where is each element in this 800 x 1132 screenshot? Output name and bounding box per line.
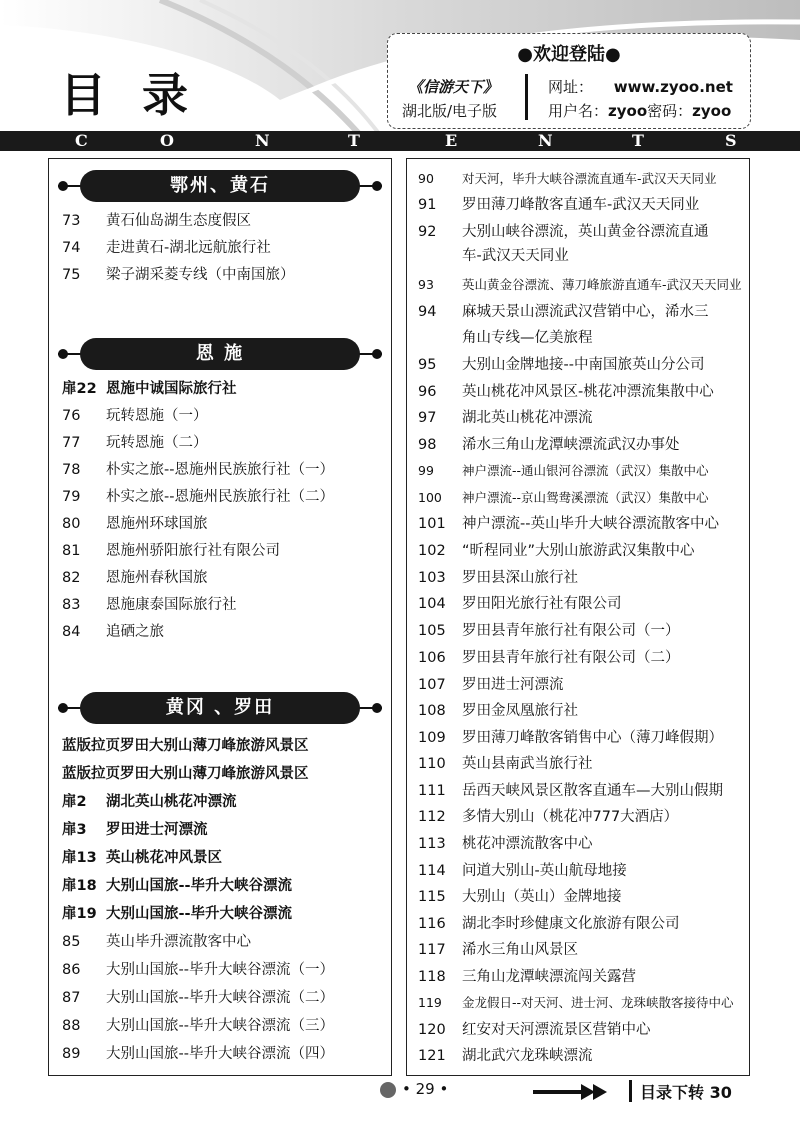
edition-label: 湖北版/电子版 [402,102,498,120]
login-title: ●欢迎登陆● [517,44,621,65]
contents-letter: T [632,131,644,150]
section-header-ezhou-huangshi: 鄂州、黄石 [58,170,382,202]
url-row [548,76,733,97]
url-link[interactable]: www.zyoo.net [613,78,733,96]
password-label: 密码： [647,102,693,120]
bullet-icon [372,181,382,191]
contents-letter: N [538,131,553,150]
next-page-link[interactable]: 目录下转 30 [640,1083,732,1102]
contents-letter: T [348,131,360,150]
contents-letter: O [160,131,174,150]
username-label: 用户名： [548,102,609,120]
page-number: • 29 • [380,1080,448,1098]
page-title: 目 录 [60,68,199,122]
right-panel [406,158,750,1076]
logo-badge-icon [380,1082,396,1098]
contents-letter: S [725,131,737,150]
section-header-enshi: 恩 施 [58,338,382,370]
contents-bar [0,131,800,151]
url-label: 网址： [548,78,594,96]
login-box [387,33,751,129]
bullet-icon [58,181,68,191]
divider [525,74,528,120]
password-value: zyoo [692,102,732,120]
bullet-icon [58,349,68,359]
contents-letter: C [75,131,88,150]
arrow-right-icon [533,1082,613,1102]
contents-letter: N [255,131,270,150]
credentials-row [548,100,731,121]
footer [0,1072,800,1112]
divider [629,1080,632,1102]
section-header-huanggang-luotian: 黄冈 、罗田 [58,692,382,724]
bullet-icon [58,703,68,713]
bullet-icon [372,349,382,359]
contents-letter: E [445,131,458,150]
username-value: zyoo [608,102,648,120]
bullet-icon [372,703,382,713]
publication-name: 《信游天下》 [408,78,499,96]
